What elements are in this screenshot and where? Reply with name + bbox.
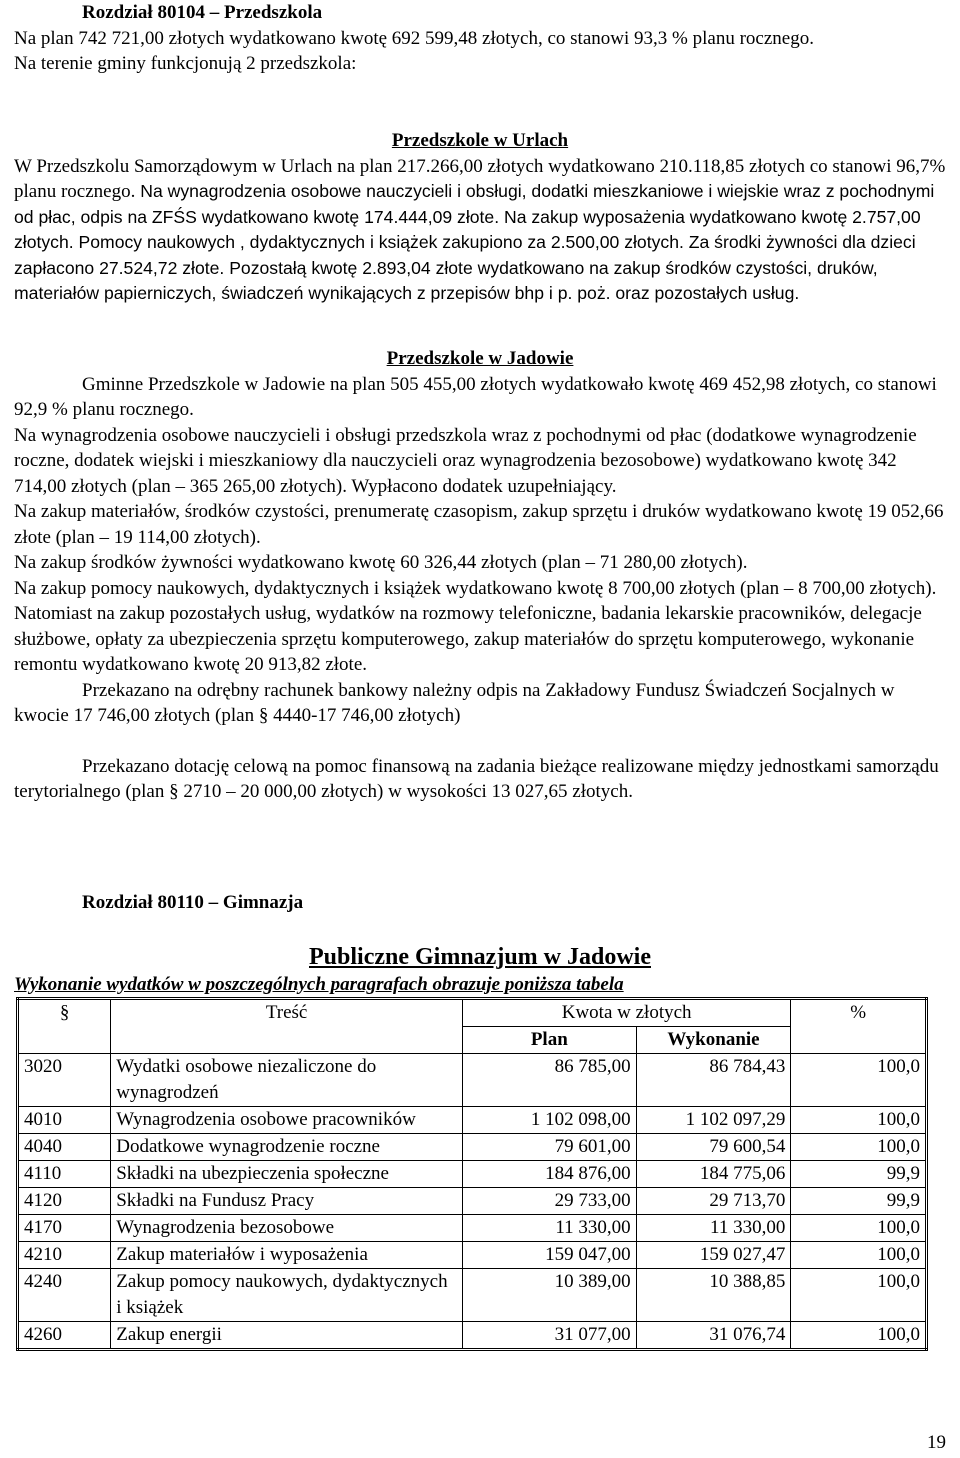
cell-wykonanie: 184 775,06 (636, 1161, 791, 1188)
table-row (18, 1107, 927, 1134)
cell-plan: 1 102 098,00 (462, 1107, 636, 1134)
cell-percent: 100,0 (791, 1242, 927, 1269)
document-title: Publiczne Gimnazjum w Jadowie (309, 944, 651, 970)
header-wykonanie: Wykonanie (636, 1027, 791, 1054)
cell-description: Zakup energii (111, 1322, 463, 1350)
cell-wykonanie: 29 713,70 (636, 1188, 791, 1215)
section-heading: Rozdział 80104 – Przedszkola (82, 2, 323, 23)
cell-paragraph: 4210 (18, 1242, 111, 1269)
cell-paragraph: 4010 (18, 1107, 111, 1134)
cell-wykonanie: 159 027,47 (636, 1242, 791, 1269)
paragraph: Na zakup środków żywności wydatkowano kwotę 60 326,44 złotych (plan – 71 280,00 złotych). (14, 552, 748, 573)
table-caption-block (14, 972, 946, 998)
cell-plan: 86 785,00 (462, 1054, 636, 1107)
cell-percent: 100,0 (791, 1134, 927, 1161)
cell-description: Zakup materiałów i wyposażenia (111, 1242, 463, 1269)
paragraph: Gminne Przedszkole w Jadowie na plan 505 455,00 złotych wydatkowało kwotę 469 452,98 złotych, co stanowi 92,9 % planu rocznego. (14, 373, 937, 420)
cell-wykonanie: 10 388,85 (636, 1269, 791, 1322)
paragraph: Na zakup materiałów, środków czystości, prenumeratę czasopism, zakup sprzętu i druków wydatkowano kwotę 19 052,66 złote (plan – 19 114,00 złotych). (14, 501, 944, 548)
cell-percent: 100,0 (791, 1107, 927, 1134)
table-row (18, 1054, 927, 1107)
cell-plan: 29 733,00 (462, 1188, 636, 1215)
cell-plan: 79 601,00 (462, 1134, 636, 1161)
cell-paragraph: 4110 (18, 1161, 111, 1188)
paragraph: W Przedszkolu Samorządowym w Urlach na plan 217.266,00 złotych wydatkowano 210.118,85 złotych co stanowi 96,7% planu rocznego. (14, 155, 946, 202)
cell-plan: 11 330,00 (462, 1215, 636, 1242)
cell-paragraph: 4240 (18, 1269, 111, 1322)
urle-section (14, 128, 946, 307)
expenditure-table (16, 997, 928, 1351)
cell-wykonanie: 31 076,74 (636, 1322, 791, 1350)
table-row (18, 1161, 927, 1188)
cell-paragraph: 4260 (18, 1322, 111, 1350)
cell-percent: 100,0 (791, 1215, 927, 1242)
cell-percent: 99,9 (791, 1161, 927, 1188)
header-kwota: Kwota w złotych (462, 999, 790, 1027)
page-number: 19 (927, 1432, 946, 1453)
cell-plan: 184 876,00 (462, 1161, 636, 1188)
cell-plan: 10 389,00 (462, 1269, 636, 1322)
cell-percent: 99,9 (791, 1188, 927, 1215)
cell-plan: 31 077,00 (462, 1322, 636, 1350)
paragraph: Na wynagrodzenia osobowe nauczycieli i obsługi przedszkola wraz z pochodnymi od płac (dodatkowe wynagrodzenie roczne, dodatek wiejski i mieszkaniowy dla nauczycieli oraz wynagrodzenia bezosobowe) wydatkowano kwotę 342 714,00 złotych (plan – 365 265,00 złotych). Wypłacono dodatek uzupełniający. (14, 424, 917, 497)
table-row (18, 1242, 927, 1269)
table-row (18, 1269, 927, 1322)
cell-description: Zakup pomocy naukowych, dydaktycznych i książek (111, 1269, 463, 1322)
section-80104 (14, 0, 946, 77)
header-plan: Plan (462, 1027, 636, 1054)
paragraph: Na plan 742 721,00 złotych wydatkowano kwotę 692 599,48 złotych, co stanowi 93,3 % planu rocznego. (14, 27, 814, 49)
cell-percent: 100,0 (791, 1054, 927, 1107)
cell-wykonanie: 79 600,54 (636, 1134, 791, 1161)
table-row (18, 1188, 927, 1215)
paragraph: Na wynagrodzenia osobowe nauczycieli i obsługi, dodatki mieszkaniowe i wiejskie wraz z pochodnymi od płac, odpis na ZFŚS wydatkowano kwotę 174.444,09 złote. Na zakup wyposażenia wydatkowano kwotę 2.757,00 złotych. Pomocy naukowych , dydaktycznych i książek zakupiono za 2.500,00 złotych. Za środki żywności dla dzieci zapłacono 27.524,72 złote. Pozostałą kwotę 2.893,04 złote wydatkowano na zakup środków czystości, druków, materiałów papierniczych, świadczeń wynikających z przepisów bhp i p. poż. oraz pozostałych usług. (14, 181, 935, 303)
cell-paragraph: 4040 (18, 1134, 111, 1161)
cell-wykonanie: 11 330,00 (636, 1215, 791, 1242)
cell-plan: 159 047,00 (462, 1242, 636, 1269)
jadow-section (14, 346, 946, 805)
cell-description: Wynagrodzenia bezosobowe (111, 1215, 463, 1242)
header-paragraph-symbol: § (18, 999, 111, 1054)
cell-paragraph: 4120 (18, 1188, 111, 1215)
cell-description: Wydatki osobowe niezaliczone do wynagrodzeń (111, 1054, 463, 1107)
cell-percent: 100,0 (791, 1322, 927, 1350)
paragraph: Przekazano dotację celową na pomoc finansową na zadania bieżące realizowane między jednostkami samorządu terytorialnego (plan § 2710 – 20 000,00 złotych) w wysokości 13 027,65 złotych. (14, 755, 939, 802)
section-heading: Rozdział 80110 – Gimnazja (82, 892, 304, 913)
paragraph: Na terenie gminy funkcjonują 2 przedszkola: (14, 53, 357, 74)
header-percent: % (791, 999, 927, 1054)
cell-wykonanie: 1 102 097,29 (636, 1107, 791, 1134)
cell-percent: 100,0 (791, 1269, 927, 1322)
cell-paragraph: 3020 (18, 1054, 111, 1107)
table-row (18, 1215, 927, 1242)
cell-description: Dodatkowe wynagrodzenie roczne (111, 1134, 463, 1161)
cell-paragraph: 4170 (18, 1215, 111, 1242)
table-header-row (18, 999, 927, 1027)
section-80110 (14, 890, 946, 916)
paragraph: Przekazano na odrębny rachunek bankowy należny odpis na Zakładowy Fundusz Świadczeń Socjalnych w kwocie 17 746,00 złotych (plan § 4440-17 746,00 złotych) (14, 679, 895, 726)
header-tresc: Treść (111, 999, 463, 1054)
table-caption: Wykonanie wydatków w poszczególnych paragrafach obrazuje poniższa tabela (14, 974, 624, 995)
cell-wykonanie: 86 784,43 (636, 1054, 791, 1107)
cell-description: Składki na Fundusz Pracy (111, 1188, 463, 1215)
cell-description: Składki na ubezpieczenia społeczne (111, 1161, 463, 1188)
paragraph: Na zakup pomocy naukowych, dydaktycznych i książek wydatkowano kwotę 8 700,00 złotych (plan – 8 700,00 złotych). Natomiast na zakup pozostałych usług, wydatków na rozmowy telefoniczne, badania lekarskie pracowników, delegacje służbowe, opłaty za ubezpieczenia sprzętu komputerowego, zakup materiałów do sprzętu komputerowego, wykonanie remontu wydatkowano kwotę 20 913,82 złote. (14, 577, 937, 675)
cell-description: Wynagrodzenia osobowe pracowników (111, 1107, 463, 1134)
subsection-title: Przedszkole w Urlach (391, 130, 569, 151)
table-row (18, 1322, 927, 1350)
gimnazjum-title-block (14, 942, 946, 972)
table-row (18, 1134, 927, 1161)
subsection-title: Przedszkole w Jadowie (386, 348, 574, 369)
